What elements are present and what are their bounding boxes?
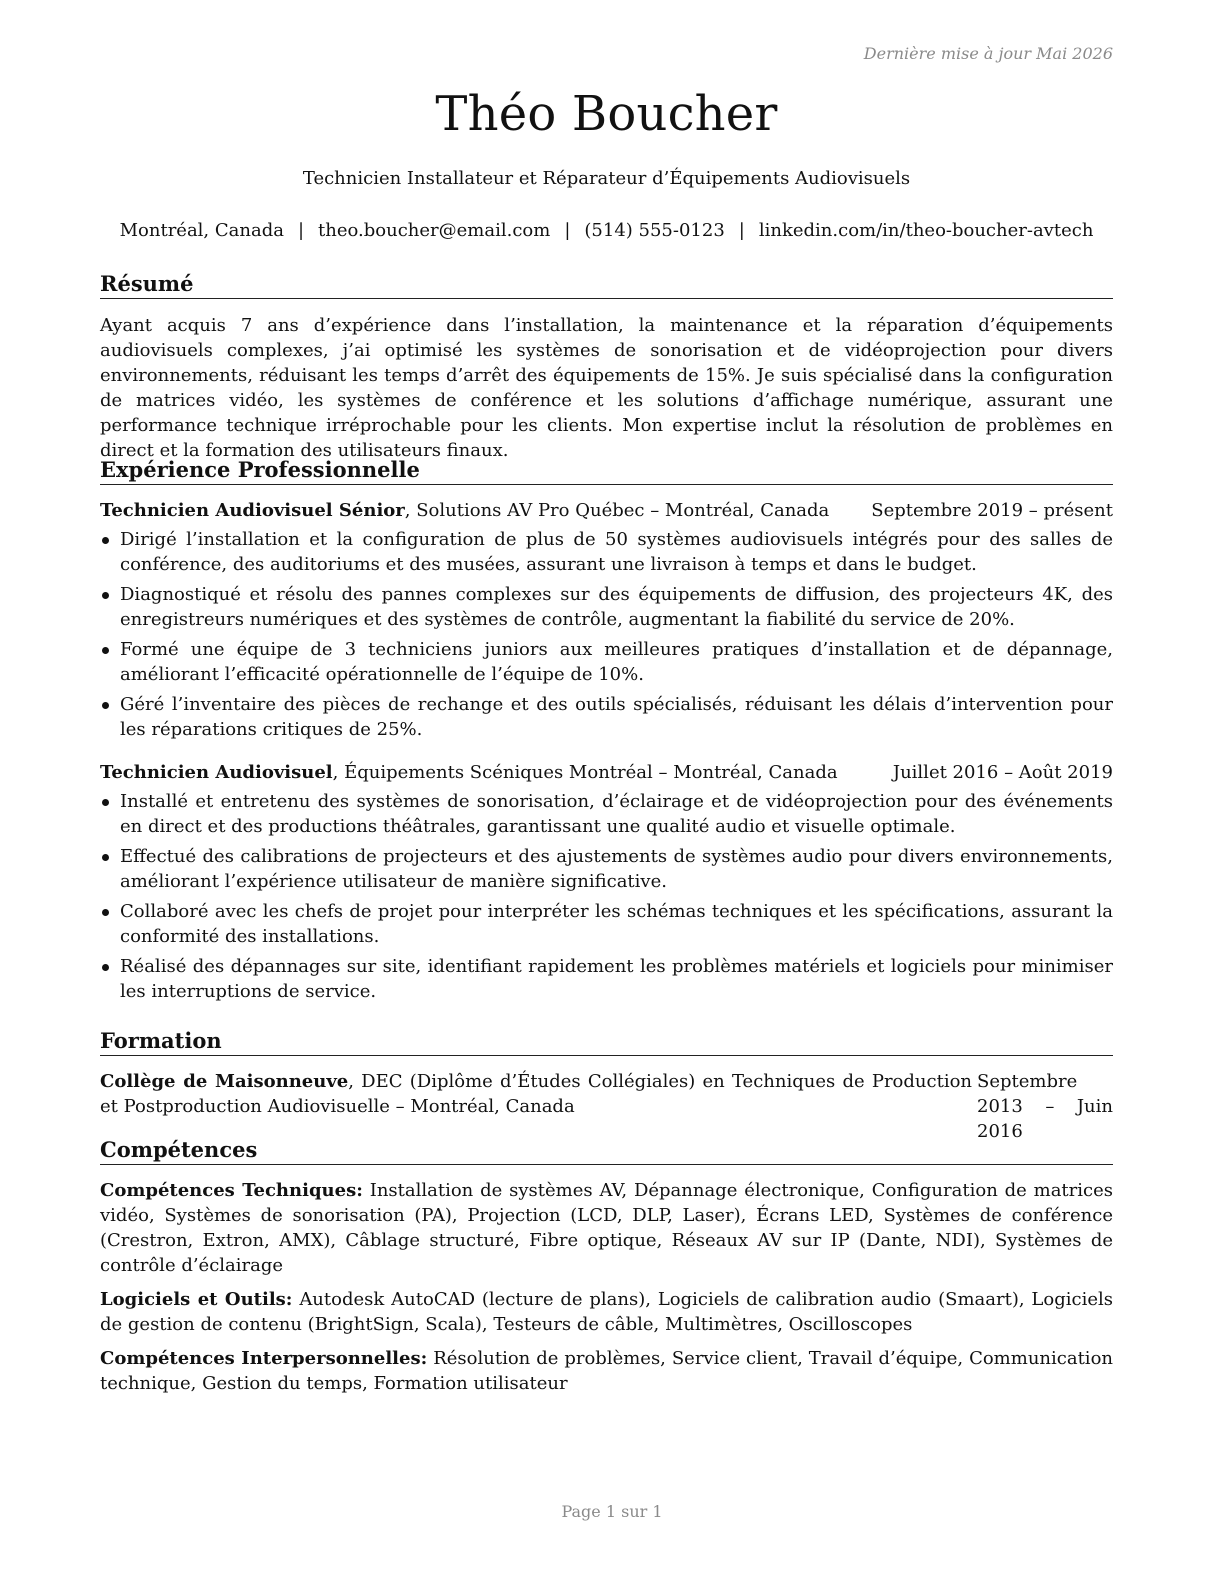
skill-group xyxy=(100,1346,1113,1396)
education-section xyxy=(100,1027,1113,1144)
skills-section xyxy=(100,1136,1113,1405)
job-header xyxy=(100,498,1113,523)
candidate-title: Technicien Installateur et Réparateur d’Équipements Audiovisuels xyxy=(302,168,911,189)
job-bullet: Installé et entretenu des systèmes de sonorisation, d’éclairage et de vidéoprojection pour des événements en direct et des productions théâtrales, garantissant une qualité audio et visuelle optimale. xyxy=(100,789,1113,839)
job-bullet: Réalisé des dépannages sur site, identifiant rapidement les problèmes matériels et logiciels pour minimiser les interruptions de service. xyxy=(100,954,1113,1004)
contact-email[interactable]: theo.boucher@email.com xyxy=(318,220,551,241)
contact-phone: (514) 555-0123 xyxy=(584,220,725,241)
job-dates: Juillet 2016 – Août 2019 xyxy=(892,762,1113,783)
experience-section xyxy=(100,456,1113,1009)
contact-separator: | xyxy=(738,220,745,241)
skill-group xyxy=(100,1178,1113,1278)
education-dates: Septembre 2013 – Juin 2016 xyxy=(977,1071,1113,1142)
summary-section xyxy=(100,270,1113,463)
job-role-company xyxy=(100,498,829,523)
last-updated: Dernière mise à jour Mai 2026 xyxy=(863,44,1113,63)
section-heading-education: Formation xyxy=(100,1027,1113,1056)
section-heading-experience: Expérience Professionnelle xyxy=(100,456,1113,485)
skill-group-label: Logiciels et Outils: xyxy=(100,1289,293,1310)
job-bullet: Diagnostiqué et résolu des pannes complexes sur des équipements de diffusion, des projecteurs 4K, des enregistreurs numériques et des systèmes de contrôle, augmentant la fiabilité du service de 20%. xyxy=(100,582,1113,632)
page-number: Page 1 sur 1 xyxy=(561,1502,663,1521)
section-heading-skills: Compétences xyxy=(100,1136,1113,1165)
job-entry xyxy=(100,498,1113,742)
job-bullets xyxy=(100,789,1113,1004)
skill-group-items: Résolution de problèmes, Service client, Travail d’équipe, Communication technique, Gestion du temps, Formation utilisateur xyxy=(100,1348,1113,1394)
contact-line xyxy=(100,220,1113,241)
education-degree: , DEC (Diplôme d’Études Collégiales) en Techniques de Production et Postproduction Audiovisuelle – Montréal, Canada xyxy=(100,1071,973,1117)
job-bullet: Géré l’inventaire des pièces de rechange et des outils spécialisés, réduisant les délais d’intervention pour les réparations critiques de 25%. xyxy=(100,692,1113,742)
contact-location: Montréal, Canada xyxy=(119,220,284,241)
job-role: Technicien Audiovisuel Sénior xyxy=(100,500,405,521)
skill-group-label: Compétences Interpersonnelles: xyxy=(100,1348,428,1369)
job-bullet: Formé une équipe de 3 techniciens juniors aux meilleures pratiques d’installation et de dépannage, améliorant l’efficacité opérationnelle de l’équipe de 10%. xyxy=(100,637,1113,687)
section-heading-summary: Résumé xyxy=(100,270,1113,299)
job-company: , Équipements Scéniques Montréal – Montréal, Canada xyxy=(332,762,838,783)
skill-group-label: Compétences Techniques: xyxy=(100,1180,363,1201)
job-bullet: Effectué des calibrations de projecteurs et des ajustements de systèmes audio pour divers environnements, améliorant l’expérience utilisateur de manière significative. xyxy=(100,844,1113,894)
contact-separator: | xyxy=(564,220,571,241)
skill-group-items: Installation de systèmes AV, Dépannage électronique, Configuration de matrices vidéo, Systèmes de sonorisation (PA), Projection (LCD, DLP, Laser), Écrans LED, Systèmes de conférence (Crestron, Extron, AMX), Câblage structuré, Fibre optique, Réseaux AV sur IP (Dante, NDI), Systèmes de contrôle d’éclairage xyxy=(100,1180,1113,1276)
education-school: Collège de Maisonneuve xyxy=(100,1071,349,1092)
job-dates: Septembre 2019 – présent xyxy=(871,500,1113,521)
contact-separator: | xyxy=(297,220,305,241)
skill-group xyxy=(100,1287,1113,1337)
job-bullet: Collaboré avec les chefs de projet pour interpréter les schémas techniques et les spécifications, assurant la conformité des installations. xyxy=(100,899,1113,949)
education-entry xyxy=(100,1069,1113,1144)
job-header xyxy=(100,760,1113,785)
summary-text: Ayant acquis 7 ans d’expérience dans l’installation, la maintenance et la réparation d’équipements audiovisuels complexes, j’ai optimisé les systèmes de sonorisation et de vidéoprojection pour divers environnements, réduisant les temps d’arrêt des équipements de 15%. Je suis spécialisé dans la configuration de matrices vidéo, les systèmes de conférence et les solutions d’affichage numérique, assurant une performance technique irréprochable pour les clients. Mon expertise inclut la résolution de problèmes en direct et la formation des utilisateurs finaux. xyxy=(100,315,1113,461)
skills-list xyxy=(100,1178,1113,1396)
skill-group-items: Autodesk AutoCAD (lecture de plans), Logiciels de calibration audio (Smaart), Logiciels de gestion de contenu (BrightSign, Scala), Testeurs de câble, Multimètres, Oscilloscopes xyxy=(100,1289,1113,1335)
job-bullets xyxy=(100,527,1113,742)
job-bullet: Dirigé l’installation et la configuration de plus de 50 systèmes audiovisuels intégrés pour des salles de conférence, des auditoriums et des musées, assurant une livraison à temps et dans le budget. xyxy=(100,527,1113,577)
job-role: Technicien Audiovisuel xyxy=(100,762,333,783)
job-role-company xyxy=(100,760,838,785)
job-company: , Solutions AV Pro Québec – Montréal, Canada xyxy=(404,500,830,521)
job-entry xyxy=(100,760,1113,1004)
candidate-name: Théo Boucher xyxy=(435,86,778,142)
contact-linkedin[interactable]: linkedin.com/in/theo-boucher-avtech xyxy=(758,220,1094,241)
education-details xyxy=(100,1069,972,1144)
